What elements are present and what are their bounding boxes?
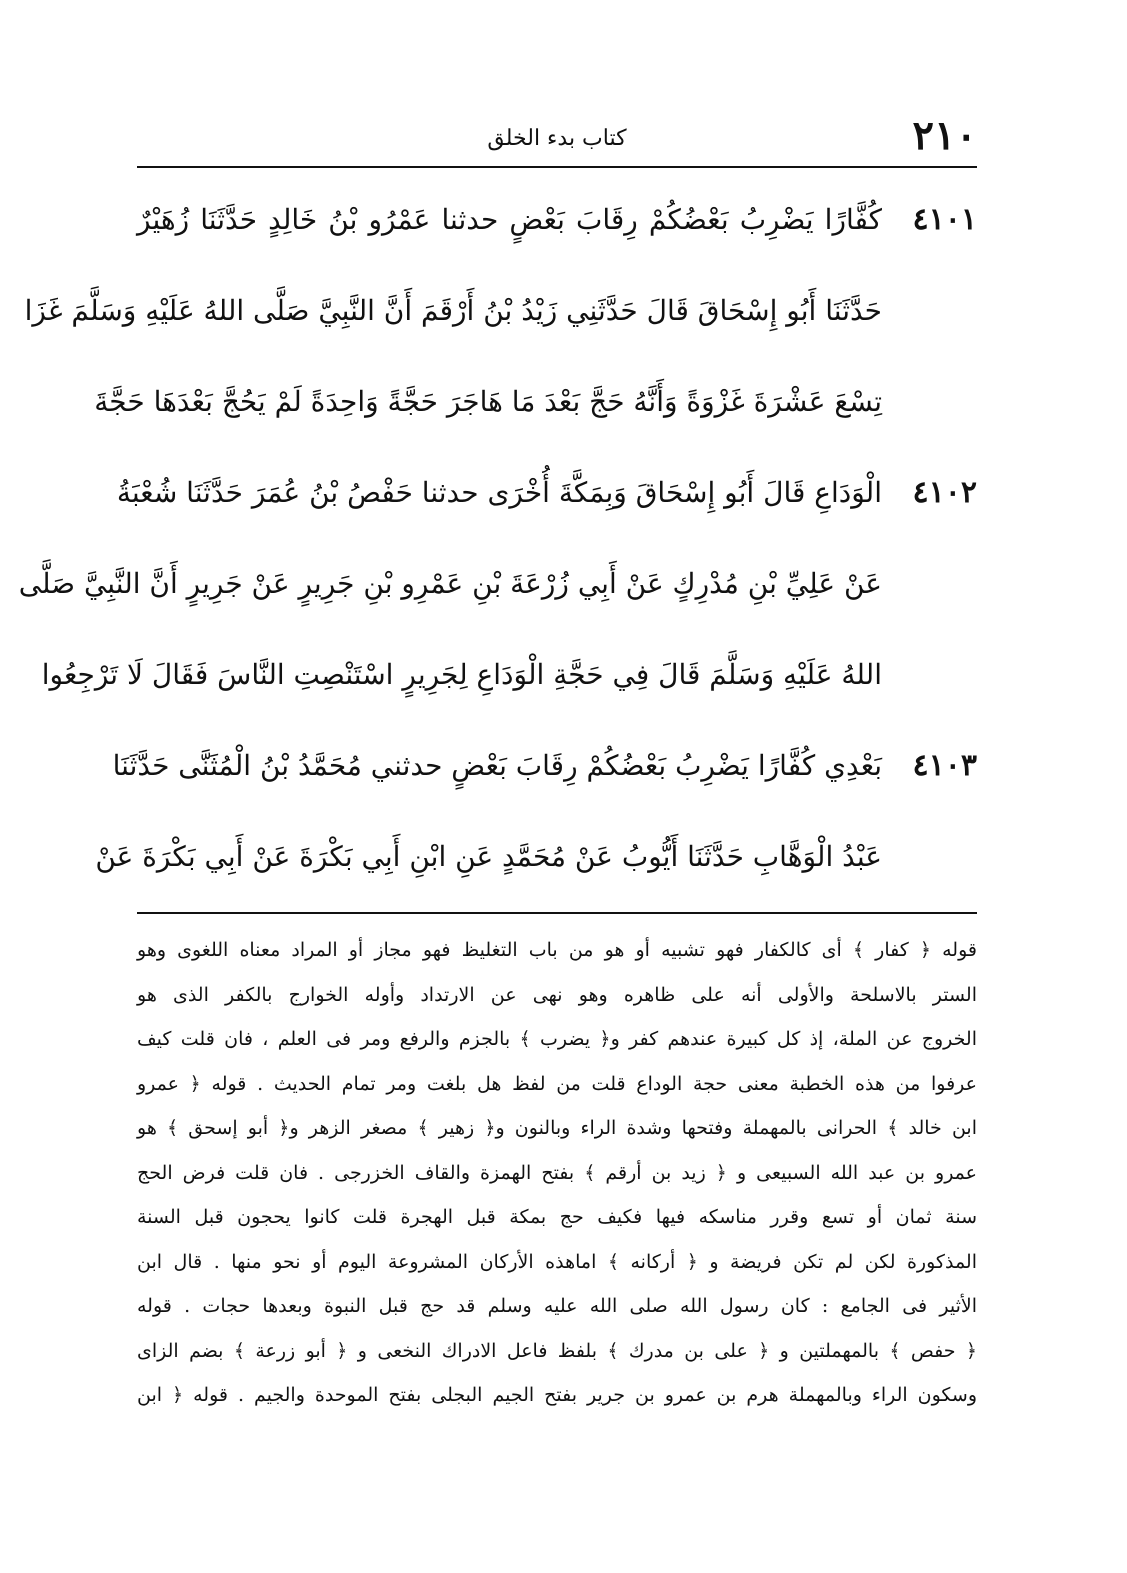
hadith-line — [95, 817, 977, 908]
commentary-line: سنة ثمان أو تسع وقرر مناسكه فيها فكيف حج بمكة قبل الهجرة قلت كانوا يحجون قبل السنة — [137, 1206, 977, 1228]
hadith-line — [137, 180, 977, 271]
page-number: ٢١٠ — [912, 112, 977, 159]
hadith-line — [116, 453, 977, 544]
hadith-line — [41, 635, 977, 726]
footnote-rule — [137, 912, 977, 914]
commentary-line: المذكورة لكن لم تكن فريضة و ﴿ أركانه ﴾ اماهذه الأركان المشروعة اليوم أو نحو منها . قال ابن — [137, 1250, 977, 1273]
commentary-block — [137, 928, 977, 1418]
commentary-line: الأثير فى الجامع : كان رسول الله صلى الله عليه وسلم قد حج قبل النبوة وبعدها حجات . قوله — [137, 1295, 977, 1317]
hadith-line-text: بَعْدِي كُفَّارًا يَضْرِبُ بَعْضُكُمْ رِقَابَ بَعْضٍ حدثني مُحَمَّدُ بْنُ الْمُثَنَّى حَدَّثَنَا — [112, 749, 882, 782]
hadith-line-text: عَبْدُ الْوَهَّابِ حَدَّثَنَا أَيُّوبُ عَنْ مُحَمَّدٍ عَنِ ابْنِ أَبِي بَكْرَةَ عَنْ أَبِي بَكْرَةَ عَنْ — [95, 840, 882, 873]
hadith-line-text: تِسْعَ عَشْرَةَ غَزْوَةً وَأَنَّهُ حَجَّ بَعْدَ مَا هَاجَرَ حَجَّةً وَاحِدَةً لَمْ يَحُجَّ بَعْدَهَا حَجَّةَ — [94, 385, 882, 418]
commentary-line: عرفوا من هذه الخطبة معنى حجة الوداع قلت من لفظ هل بلغت ومر تمام الحديث . قوله ﴿ عمرو — [137, 1072, 977, 1095]
hadith-number: ٤١٠٢ — [912, 475, 977, 510]
hadith-line-text: حَدَّثَنَا أَبُو إِسْحَاقَ قَالَ حَدَّثَنِي زَيْدُ بْنُ أَرْقَمَ أَنَّ النَّبِيَّ صَلَّى اللهُ عَلَيْهِ وَسَلَّمَ غَزَا — [24, 294, 882, 327]
commentary-line: الخروج عن الملة، إذ كل كبيرة عندهم كفر و﴿ يضرب ﴾ بالجزم والرفع ومر فى العلم ، فان قلت كيف — [137, 1028, 977, 1050]
commentary-line: قوله ﴿ كفار ﴾ أى كالكفار فهو تشبيه أو هو من باب التغليظ فهو مجاز أو المراد معناه اللغوى وهو — [137, 939, 977, 961]
hadith-number: ٤١٠٣ — [912, 748, 977, 783]
hadith-text-block — [18, 180, 977, 908]
hadith-line — [24, 271, 977, 362]
hadith-number: ٤١٠١ — [912, 202, 977, 237]
commentary-line: ابن خالد ﴾ الحرانى بالمهملة وفتحها وشدة الراء وبالنون و﴿ زهير ﴾ مصغر الزهر و﴿ أبو إسحق ﴾ هو — [137, 1117, 977, 1139]
page-header — [137, 112, 977, 164]
commentary-line: عمرو بن عبد الله السبيعى و ﴿ زيد بن أرقم ﴾ بفتح الهمزة والقاف الخزرجى . فان قلت فرض الحج — [137, 1161, 977, 1184]
header-rule — [137, 166, 977, 168]
hadith-line — [18, 544, 977, 635]
commentary-line: وسكون الراء وبالمهملة هرم بن عمرو بن جرير بفتح الجيم البجلى بفتح الموحدة والجيم . قوله ﴿ ابن — [137, 1384, 977, 1406]
hadith-line — [94, 362, 977, 453]
running-title: كتاب بدء الخلق — [487, 126, 627, 151]
commentary-line: ﴿ حفص ﴾ بالمهملتين و ﴿ على بن مدرك ﴾ بلفظ فاعل الادراك النخعى و ﴿ أبو زرعة ﴾ بضم الزاى — [137, 1339, 977, 1362]
hadith-line-text: كُفَّارًا يَضْرِبُ بَعْضُكُمْ رِقَابَ بَعْضٍ حدثنا عَمْرُو بْنُ خَالِدٍ حَدَّثَنَا زُهَيْرٌ — [137, 203, 883, 236]
hadith-line-text: عَنْ عَلِيِّ بْنِ مُدْرِكٍ عَنْ أَبِي زُرْعَةَ بْنِ عَمْرِو بْنِ جَرِيرٍ عَنْ جَرِيرٍ أَنَّ النَّبِيَّ صَلَّى — [18, 567, 882, 600]
hadith-line-text: الْوَدَاعِ قَالَ أَبُو إِسْحَاقَ وَبِمَكَّةَ أُخْرَى حدثنا حَفْصُ بْنُ عُمَرَ حَدَّثَنَا شُعْبَةُ — [116, 476, 882, 509]
hadith-line — [112, 726, 977, 817]
commentary-line: الستر بالاسلحة والأولى أنه على ظاهره وهو نهى عن الارتداد وأوله الخوارج بالكفر الذى هو — [137, 983, 977, 1006]
hadith-line-text: اللهُ عَلَيْهِ وَسَلَّمَ قَالَ فِي حَجَّةِ الْوَدَاعِ لِجَرِيرٍ اسْتَنْصِتِ النَّاسَ فَقَالَ لَا تَرْجِعُوا — [41, 658, 882, 691]
